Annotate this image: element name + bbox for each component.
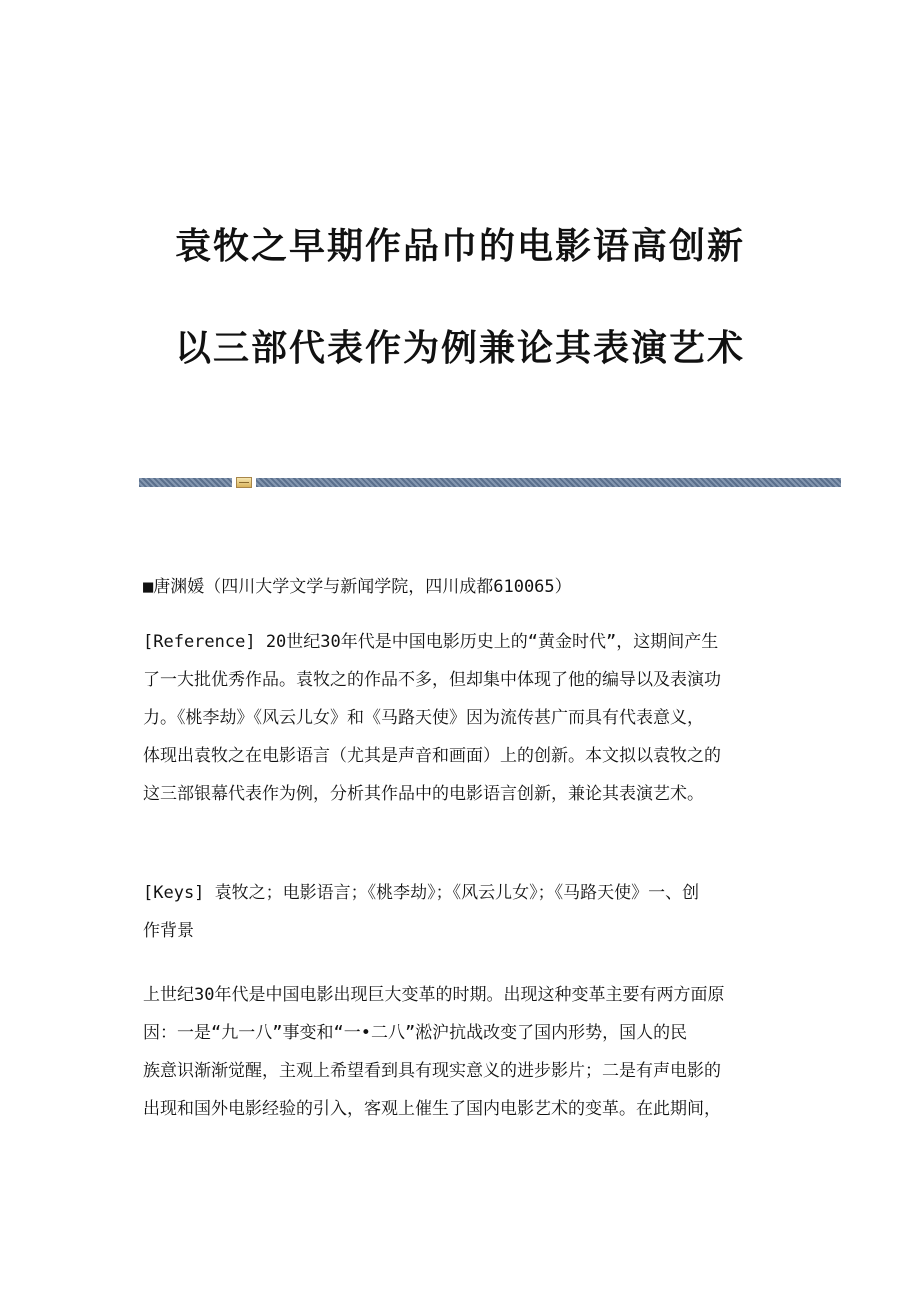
title-divider-left [139,478,232,487]
body-line: 因：一是“九一八”事变和“一•二八”淞沪抗战改变了国内形势，国人的民 [143,1023,688,1043]
body-line: 族意识渐渐觉醒，主观上希望看到具有现实意义的进步影片；二是有声电影的 [143,1061,721,1081]
body-paragraph [143,976,783,1128]
abstract-line: 这三部银幕代表作为例，分析其作品中的电影语言创新，兼论其表演艺术。 [143,784,704,804]
abstract-line: [Reference] 20世纪30年代是中国电影历史上的“黄金时代”，这期间产生 [143,632,719,652]
title-divider-right [256,478,841,487]
abstract-paragraph [143,623,783,813]
document-title-line-2: 以三部代表作为例兼论其表演艺术 [174,328,745,369]
keywords-line: [Keys] 袁牧之；电影语言；《桃李劫》；《风云儿女》；《马路天使》一、创 [143,883,700,903]
document-title-line-1: 袁牧之早期作品巾的电影语高创新 [174,226,745,267]
abstract-line: 了一大批优秀作品。袁牧之的作品不多，但却集中体现了他的编导以及表演功 [143,670,721,690]
author-affiliation [143,568,783,606]
keywords-paragraph [143,874,783,950]
abstract-line: 体现出袁牧之在电影语言（尤其是声音和画面）上的创新。本文拟以袁牧之的 [143,746,721,766]
keywords-line: 作背景 [143,921,194,941]
body-line: 上世纪30年代是中国电影出现巨大变革的时期。出现这种变革主要有两方面原 [143,985,725,1005]
abstract-line: 力。《桃李劫》《风云儿女》和《马路天使》因为流传甚广而具有代表意义， [143,708,704,728]
divider-emblem-icon [236,477,252,488]
body-line: 出现和国外电影经验的引入，客观上催生了国内电影艺术的变革。在此期间， [143,1099,721,1119]
author-line: ■唐渊媛（四川大学文学与新闻学院，四川成都610065） [143,577,572,597]
